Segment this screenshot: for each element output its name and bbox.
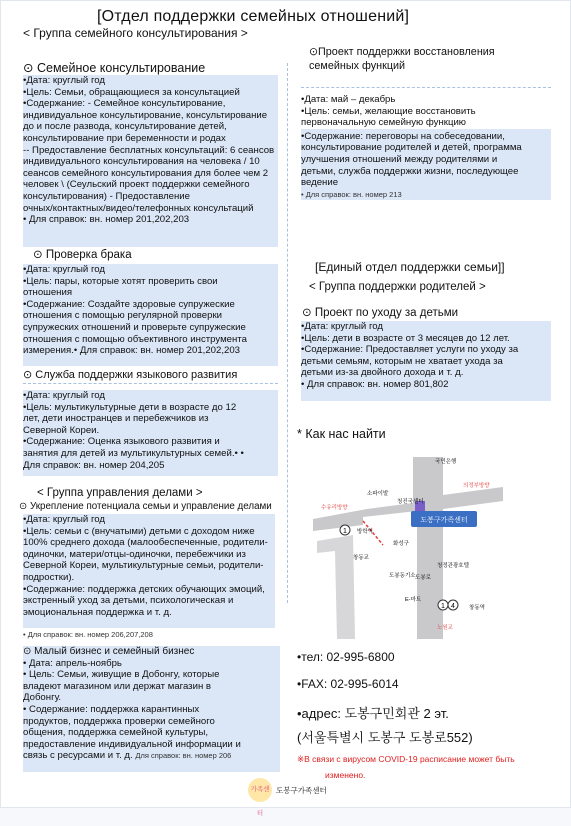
childcare-line: •Цель: дети в возрасте от 3 месяцев до 12 лет. xyxy=(301,332,510,344)
target-icon: ⊙ xyxy=(23,369,33,381)
childcare-line: • Для справок: вн. номер 801,802 xyxy=(301,378,449,390)
page-title: [Отдел поддержки семейных отношений] xyxy=(97,8,410,25)
how-to-find: * Как нас найти xyxy=(297,427,386,441)
svg-text:창동교: 창동교 xyxy=(353,555,369,561)
family-counseling-line: консультирование при беременности и родах xyxy=(23,132,226,144)
marriage-check-line: отношения xyxy=(23,287,73,299)
language-support-line: Для справок: вн. номер 204,205 xyxy=(23,459,165,471)
svg-text:의정부방향: 의정부방향 xyxy=(463,483,490,489)
small-business-line: • Цель: Семьи, живущие в Добонгу, которые xyxy=(23,669,220,681)
family-counseling-line: •Содержание: - Семейное консультирование, xyxy=(23,98,226,110)
language-support-line: •Содержание: Оценка языкового развития и xyxy=(23,436,220,448)
section-heading-strengthening: ⊙ Укрепление потенциала семьи и управление делами xyxy=(19,501,272,512)
family-counseling-line: человек \ (Сеульский проект поддержки семейного xyxy=(23,179,250,191)
restoration-line: улучшения отношений между родителями и xyxy=(301,153,498,165)
strengthening-line: одиночки, матери/отцы-одиночки, перебежчики из xyxy=(23,548,246,560)
section-divider xyxy=(301,87,551,88)
language-support-line: Северной Кореи. xyxy=(23,424,100,436)
small-business-line: общения, поддержка семейной культуры, xyxy=(23,727,209,739)
strengthening-line: •Дата: круглый год xyxy=(23,514,105,525)
small-business-inquiry: Для справок: вн. номер 206 xyxy=(135,751,232,761)
marriage-check-line: •Цель: пары, которые хотят проверить свои xyxy=(23,275,218,287)
contact-tel: •тел: 02-995-6800 xyxy=(297,650,395,664)
target-icon: ⊙ xyxy=(23,646,32,657)
marriage-check-line: отношения с помощью объективного инструмента xyxy=(23,333,247,345)
center-logo xyxy=(248,778,328,817)
strengthening-line: •Цель: семьи с (внучатыми) детьми с доходом ниже xyxy=(23,525,255,537)
small-business-line: владеют магазином или держат магазин в xyxy=(23,680,212,692)
group-title-counseling: < Группа семейного консультирования > xyxy=(23,26,248,40)
childcare-line: детьми семьям, которым не хватает ухода за xyxy=(301,355,503,367)
logo-mark-icon: 가족센터 xyxy=(248,778,272,802)
marriage-check-box xyxy=(23,264,278,366)
strengthening-inquiry: • Для справок: вн. номер 206,207,208 xyxy=(23,630,153,639)
strengthening-line: эмоциональная поддержка и т. д. xyxy=(23,606,172,618)
strengthening-line: Северной Кореи, мультикультурные семьи, родители- xyxy=(23,560,264,572)
family-counseling-line: консультирования) - Предоставление xyxy=(23,190,190,202)
group-title-parents: < Группа поддержки родителей > xyxy=(309,281,486,293)
family-counseling-line: очных/контактных/видео/телефонных консультаций xyxy=(23,202,254,214)
svg-text:창동역: 창동역 xyxy=(469,605,485,611)
family-counseling-line: индивидуальное консультирование, консультирование xyxy=(23,109,268,121)
strengthening-line: экстренный уход за детьми, психологическая и xyxy=(23,595,234,607)
marriage-check-line: отношения с помощью регулярной проверки xyxy=(23,310,223,322)
target-icon: ⊙ xyxy=(309,46,319,58)
childcare-line: •Дата: круглый год xyxy=(301,321,383,332)
small-business-line: продуктов, поддержка проверки семейного xyxy=(23,715,215,727)
family-counseling-line: •Цель: Семьи, обращающиеся за консультацией xyxy=(23,86,240,98)
language-support-line: занятия для детей из мультикультурных семей.• • xyxy=(23,447,244,459)
svg-text:도봉동기소: 도봉동기소 xyxy=(389,573,416,579)
contact-address: •адрес: 도봉구민회관 2 эт. xyxy=(297,706,449,721)
language-support-line: лет, дети иностранцев и перебежчиков из xyxy=(23,413,209,425)
svg-text:소파이발: 소파이발 xyxy=(367,491,389,497)
childcare-line: детьми из-за двойного дохода и т. д. xyxy=(301,367,464,379)
section-heading-restoration: ⊙Проект поддержки восстановления семейных функций xyxy=(309,46,495,72)
family-counseling-line: •Дата: круглый год xyxy=(23,75,105,86)
svg-text:노원교: 노원교 xyxy=(437,625,453,631)
family-counseling-line: • Для справок: вн. номер 201,202,203 xyxy=(23,214,190,226)
svg-text:1: 1 xyxy=(343,528,347,535)
section-heading-language: ⊙ Служба поддержки языкового развития xyxy=(23,369,238,381)
svg-text:E-마트: E-마트 xyxy=(405,597,422,603)
small-business-line: предоставление индивидуальной информации и xyxy=(23,738,241,750)
childcare-line: •Содержание: Предоставляет услуги по уходу за xyxy=(301,344,519,356)
contact-fax: •FAX: 02-995-6014 xyxy=(297,677,399,691)
small-business-box xyxy=(23,646,280,772)
small-business-line: • Дата: апрель-ноябрь xyxy=(23,657,122,669)
family-counseling-line: -- Предоставление бесплатных консультаций: 6 сеансов xyxy=(23,144,275,156)
family-counseling-box xyxy=(23,75,278,247)
language-support-box xyxy=(23,390,278,476)
small-business-line: • Содержание: поддержка карантинных xyxy=(23,703,200,715)
small-business-line: Добонгу. xyxy=(23,692,62,704)
contact-address-road: (서울특별시 도봉구 도봉로552) xyxy=(297,730,473,745)
svg-text:화성구: 화성구 xyxy=(393,541,409,547)
marriage-check-line: •Содержание: Создайте здоровые супружеские xyxy=(23,298,235,310)
target-icon: ⊙ xyxy=(19,501,28,512)
marriage-check-line: супружеских отношений и проверьте супружеские xyxy=(23,321,246,333)
restoration-line: ведение xyxy=(301,177,339,189)
section-heading-childcare: ⊙ Проект по уходу за детьми xyxy=(302,307,459,319)
restoration-inquiry: • Для справок: вн. номер 213 xyxy=(301,189,402,199)
svg-text:1: 1 xyxy=(441,603,445,610)
location-map xyxy=(293,449,503,639)
column-divider xyxy=(287,63,288,603)
target-icon: ⊙ xyxy=(33,249,43,261)
group-title-case-management: < Группа управления делами > xyxy=(37,487,203,499)
logo-text: 도봉구가족센터 xyxy=(276,786,327,795)
language-support-line: •Цель: мультикультурные дети в возрасте до 12 xyxy=(23,401,237,413)
svg-text:4: 4 xyxy=(451,603,455,610)
svg-text:수유리방향: 수유리방향 xyxy=(321,505,348,511)
marriage-check-line: измерения.• Для справок: вн. номер 201,202,203 xyxy=(23,345,241,357)
restoration-line: •Цель: семьи, желающие восстановить xyxy=(301,105,476,117)
target-icon: ⊙ xyxy=(23,61,34,75)
marriage-check-line: •Дата: круглый год xyxy=(23,264,105,275)
svg-text:청진국센터: 청진국센터 xyxy=(397,499,424,505)
section-heading-small-business: ⊙ Малый бизнес и семейный бизнес xyxy=(23,646,195,657)
covid-notice: ※В связи с вирусом COVID-19 расписание может быть изменено. xyxy=(297,754,515,780)
restoration-line: детьми, служба поддержки жизни, последующее xyxy=(301,165,519,177)
family-counseling-line: до и после развода, консультирование детей, xyxy=(23,121,227,133)
svg-text:청정관광호텔: 청정관광호텔 xyxy=(437,563,469,569)
family-counseling-line: индивидуального консультирования на человека / 10 xyxy=(23,156,260,168)
section-divider xyxy=(23,383,278,384)
svg-text:도봉로: 도봉로 xyxy=(415,575,431,581)
strengthening-box xyxy=(23,514,275,628)
svg-text:방학역: 방학역 xyxy=(357,529,373,535)
strengthening-line: подростки). xyxy=(23,571,75,583)
strengthening-line: 100% среднего дохода (малообеспеченные, родители- xyxy=(23,537,268,549)
section-heading-marriage-check: ⊙ Проверка брака xyxy=(33,249,132,261)
unified-title: [Единый отдел поддержки семьи]] xyxy=(315,260,505,274)
svg-text:도봉구가족센터: 도봉구가족센터 xyxy=(420,517,468,524)
language-support-line: •Дата: круглый год xyxy=(23,390,105,401)
restoration-box xyxy=(301,94,551,206)
target-icon: ⊙ xyxy=(302,307,312,319)
childcare-box xyxy=(301,321,551,401)
restoration-line: •Дата: май – декабрь xyxy=(301,94,396,105)
restoration-line: консультирование родителей и детей, программа xyxy=(301,142,522,154)
restoration-line: •Содержание: переговоры на собеседовании, xyxy=(301,130,505,142)
small-business-line: связь с ресурсами и т. д. xyxy=(23,750,133,762)
restoration-line: первоначальную семейную функцию xyxy=(301,117,467,129)
section-heading-family-counseling: ⊙ Семейное консультирование xyxy=(23,61,206,75)
svg-text:국민은행: 국민은행 xyxy=(435,459,457,465)
strengthening-line: •Содержание: поддержка детских обучающих эмоций, xyxy=(23,583,265,595)
family-counseling-line: сеансов семейного консультирования для более чем 2 xyxy=(23,167,269,179)
